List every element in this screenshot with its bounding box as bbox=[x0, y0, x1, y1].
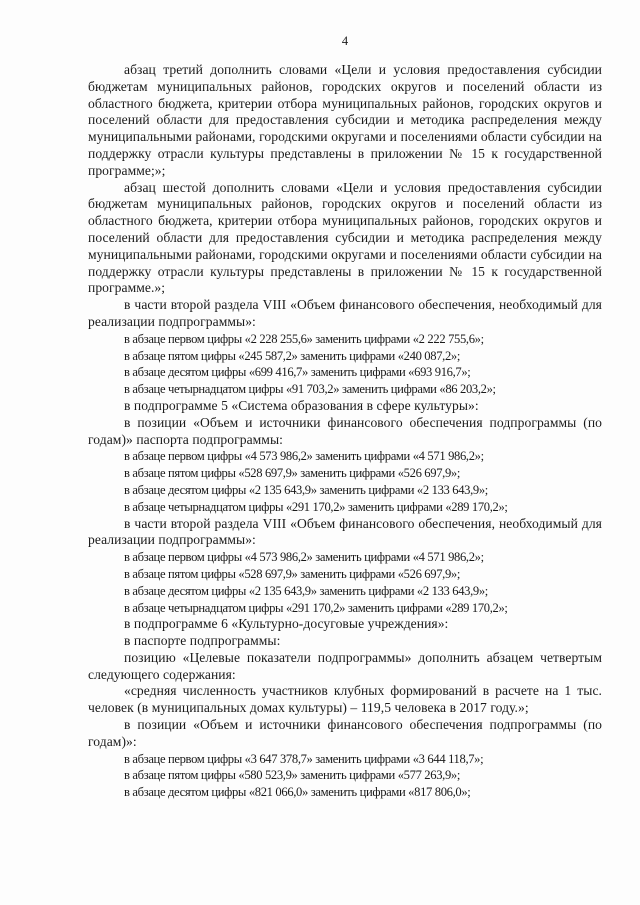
paragraph: абзац шестой дополнить словами «Цели и условия предоставления субсидии бюджетам муниципальных районов, городских округов и поселений области из областного бюджета, критерии отбора муниципальных районов, городских округов и поселений области для предоставления субсидии и методика распределения между муниципальными районами, городскими округами и поселениями области субсидии на поддержку отрасли культуры представлены в приложении № 15 к государственной программе.»; bbox=[88, 179, 602, 296]
paragraph: в абзаце пятом цифры «528 697,9» заменить цифрами «526 697,9»; bbox=[124, 466, 460, 481]
paragraph: в абзаце десятом цифры «2 135 643,9» заменить цифрами «2 133 643,9»; bbox=[124, 583, 488, 598]
paragraph: в абзаце десятом цифры «699 416,7» заменить цифрами «693 916,7»; bbox=[124, 365, 471, 380]
paragraph: в абзаце первом цифры «4 573 986,2» заменить цифрами «4 571 986,2»; bbox=[124, 449, 484, 464]
paragraph: в абзаце первом цифры «4 573 986,2» заменить цифрами «4 571 986,2»; bbox=[124, 550, 484, 565]
paragraph: в абзаце пятом цифры «245 587,2» заменить цифрами «240 087,2»; bbox=[124, 348, 460, 363]
paragraph: в абзаце десятом цифры «821 066,0» заменить цифрами «817 806,0»; bbox=[124, 785, 471, 800]
paragraph: в позиции «Объем и источники финансового обеспечения подпрограммы (по годам)»: bbox=[88, 717, 602, 749]
page-number: 4 bbox=[341, 34, 349, 48]
document-body bbox=[88, 62, 602, 801]
paragraph: в подпрограмме 6 «Культурно-досуговые учреждения»: bbox=[124, 616, 449, 632]
paragraph: в позиции «Объем и источники финансового обеспечения подпрограммы (по годам)» паспорта подпрограммы: bbox=[88, 414, 602, 447]
paragraph: в абзаце четырнадцатом цифры «291 170,2» заменить цифрами «289 170,2»; bbox=[124, 499, 508, 514]
paragraph: в абзаце пятом цифры «580 523,9» заменить цифрами «577 263,9»; bbox=[124, 768, 460, 783]
paragraph: в абзаце четырнадцатом цифры «291 170,2» заменить цифрами «289 170,2»; bbox=[124, 600, 508, 615]
paragraph: в паспорте подпрограммы: bbox=[124, 633, 281, 649]
paragraph: в абзаце пятом цифры «528 697,9» заменить цифрами «526 697,9»; bbox=[124, 566, 460, 581]
paragraph: в части второй раздела VIII «Объем финансового обеспечения, необходимый для реализации подпрограммы»: bbox=[88, 515, 602, 548]
paragraph: «средняя численность участников клубных формирований в расчете на 1 тыс. человек (в муниципальных домах культуры) – 119,5 человека в 2017 году.»; bbox=[88, 683, 602, 716]
paragraph: абзац третий дополнить словами «Цели и условия предоставления субсидии бюджетам муниципальных районов, городских округов и поселений области из областного бюджета, критерии отбора муниципальных районов, городских округов и поселений области для предоставления субсидии и методика распределения между муниципальными районами, городскими округами и поселениями области субсидии на поддержку отрасли культуры представлены в приложении № 15 к государственной программе;»; bbox=[88, 62, 602, 178]
paragraph: позицию «Целевые показатели подпрограммы» дополнить абзацем четвертым следующего содержания: bbox=[88, 649, 602, 682]
paragraph: в части второй раздела VIII «Объем финансового обеспечения, необходимый для реализации подпрограммы»: bbox=[88, 297, 602, 329]
paragraph: в абзаце первом цифры «3 647 378,7» заменить цифрами «3 644 118,7»; bbox=[124, 751, 484, 766]
paragraph: в абзаце первом цифры «2 228 255,6» заменить цифрами «2 222 755,6»; bbox=[124, 331, 484, 346]
paragraph: в подпрограмме 5 «Система образования в сфере культуры»: bbox=[124, 397, 479, 413]
paragraph: в абзаце четырнадцатом цифры «91 703,2» заменить цифрами «86 203,2»; bbox=[124, 382, 496, 397]
paragraph: в абзаце десятом цифры «2 135 643,9» заменить цифрами «2 133 643,9»; bbox=[124, 482, 488, 497]
